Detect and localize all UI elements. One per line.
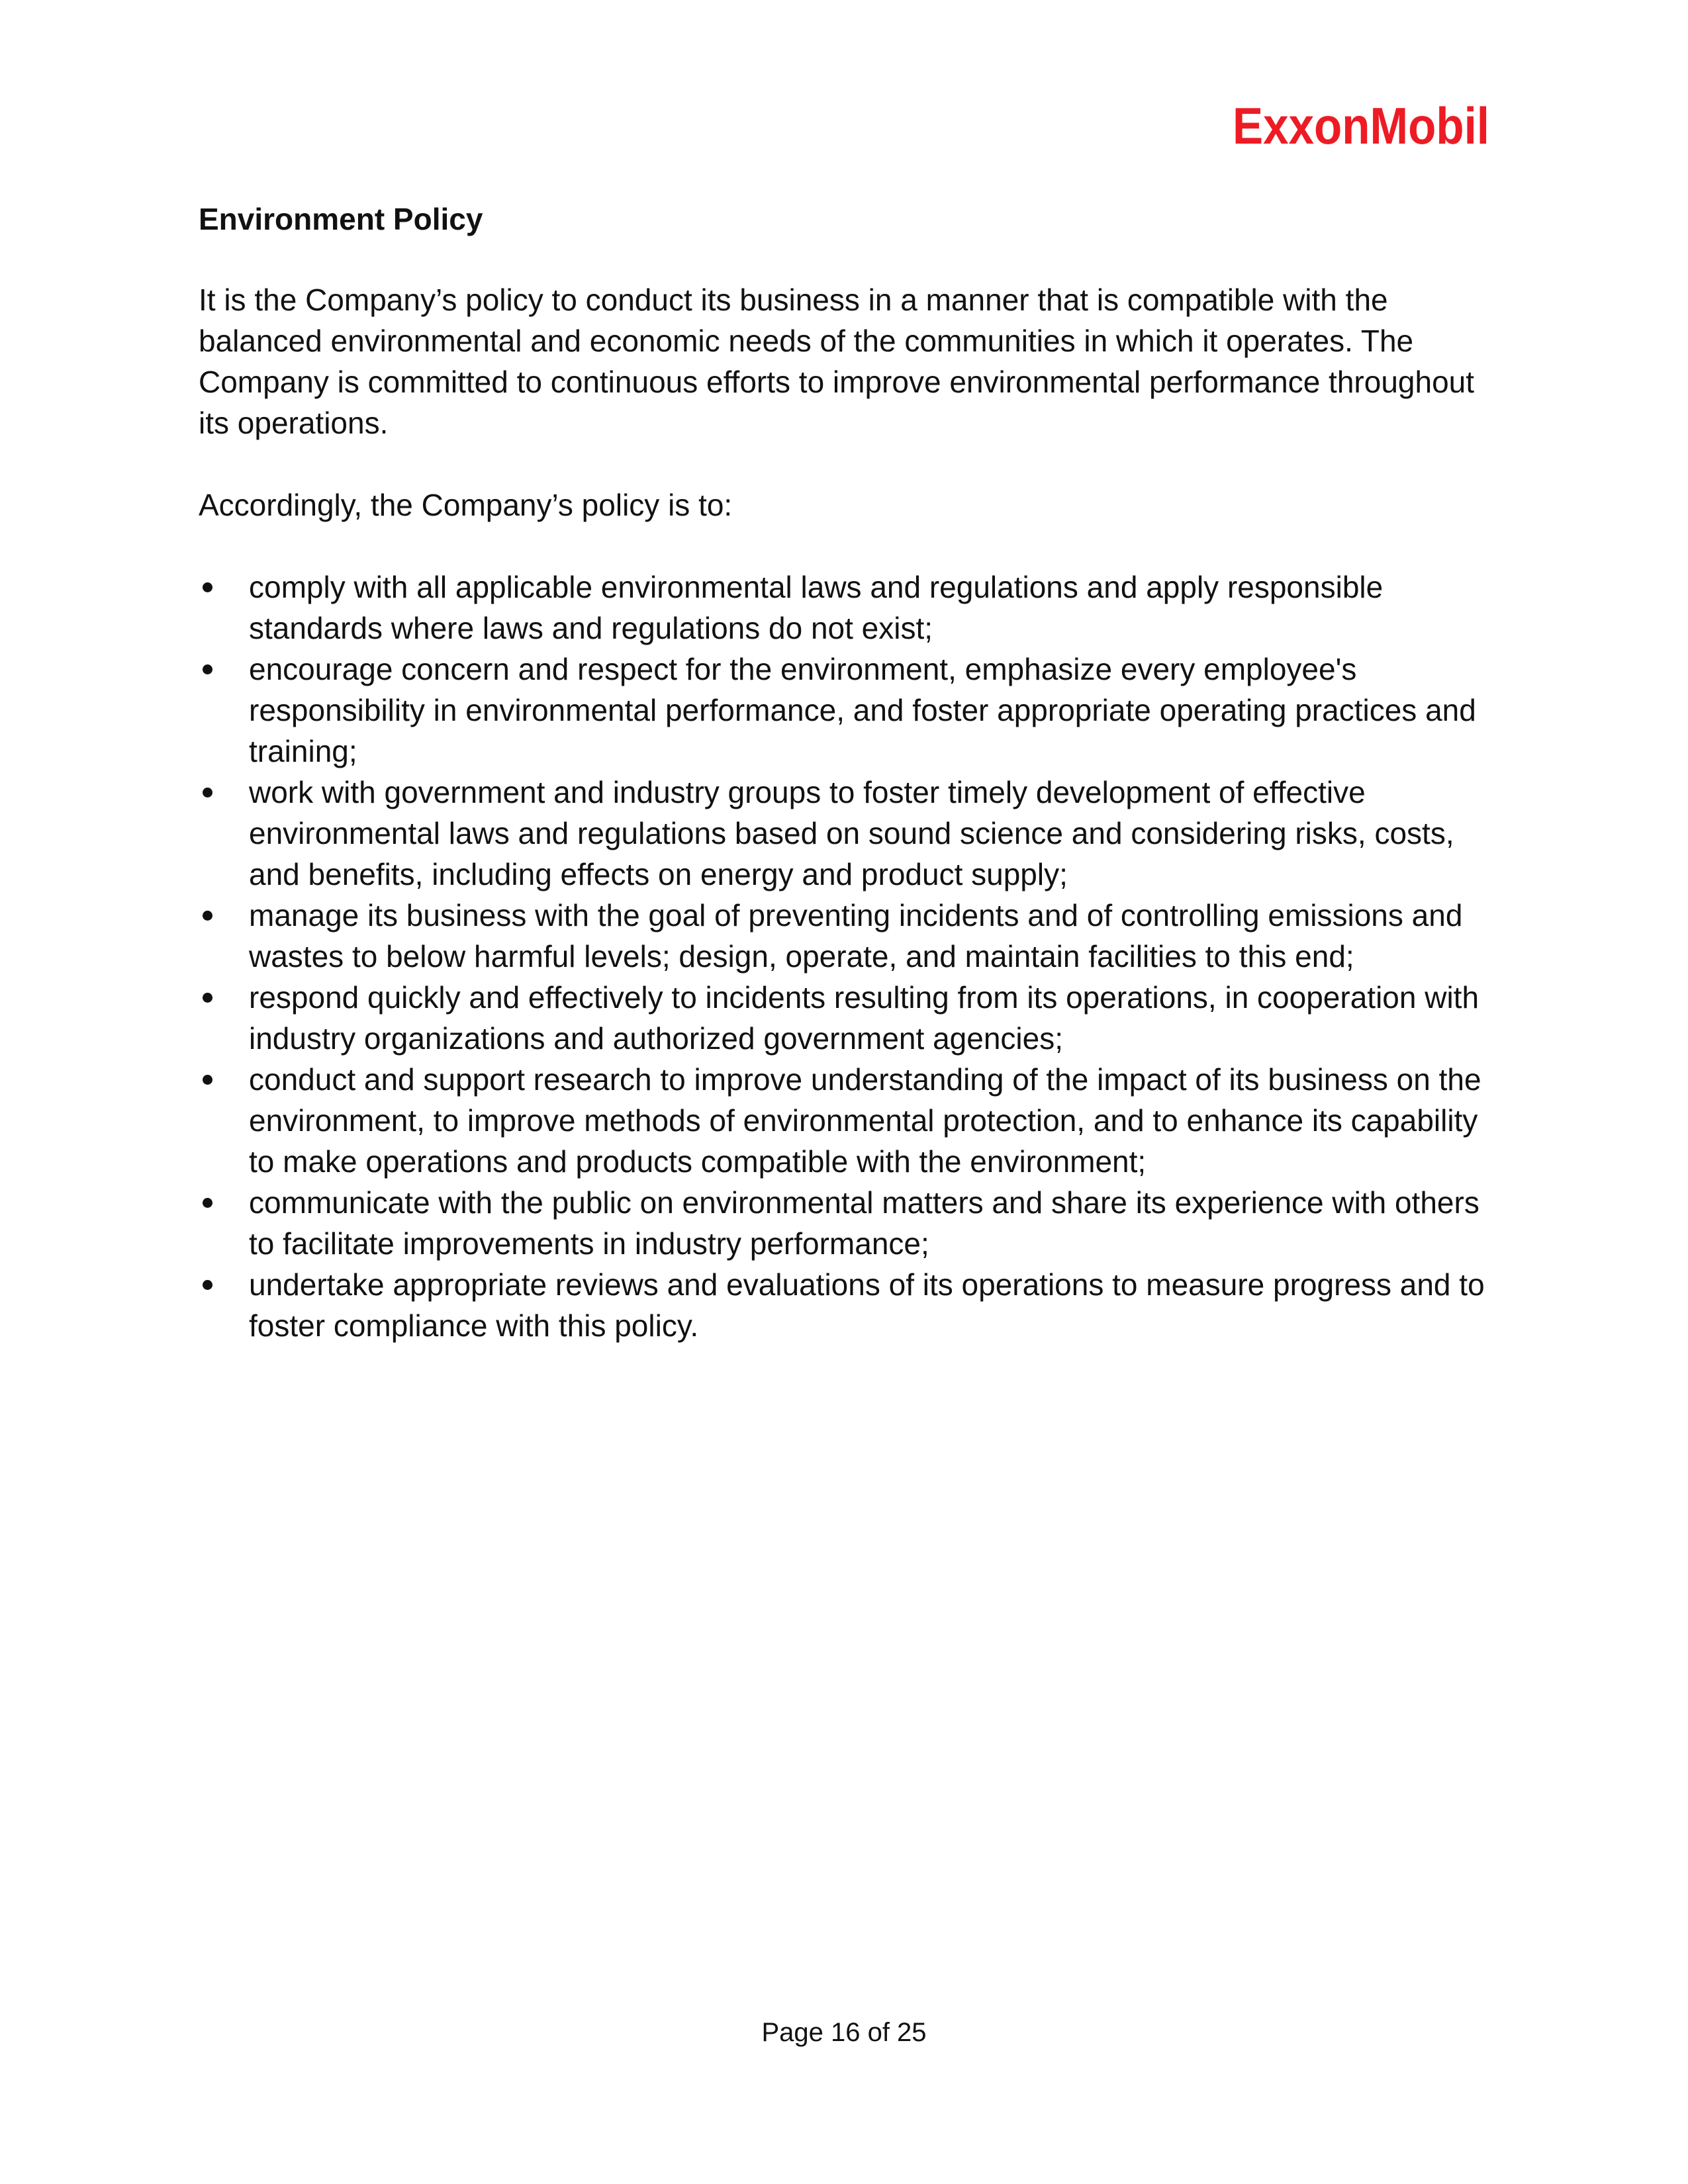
bullet-icon xyxy=(203,1198,212,1208)
list-item-text: work with government and industry groups to foster timely development of effective environmental laws and regulations based on sound science and considering risks, costs, and benefits, including effects on energy and product supply; xyxy=(249,775,1454,891)
list-item xyxy=(199,895,1496,977)
list-item xyxy=(199,1264,1496,1346)
list-item-text: manage its business with the goal of preventing incidents and of controlling emissions and wastes to below harmful levels; design, operate, and maintain facilities to this end; xyxy=(249,898,1463,974)
list-item-text: respond quickly and effectively to incidents resulting from its operations, in cooperation with industry organizations and authorized government agencies; xyxy=(249,980,1479,1056)
policy-document xyxy=(199,199,1496,1346)
svg-text:ExxonMobil: ExxonMobil xyxy=(1233,97,1489,155)
list-item-text: comply with all applicable environmental laws and regulations and apply responsible standards where laws and regulations do not exist; xyxy=(249,570,1383,645)
list-item-text: undertake appropriate reviews and evaluations of its operations to measure progress and to foster compliance with this policy. xyxy=(249,1267,1485,1343)
list-item xyxy=(199,649,1496,772)
bullet-icon xyxy=(203,664,212,674)
list-item xyxy=(199,772,1496,895)
bullet-icon xyxy=(203,1280,212,1290)
lead-in-paragraph: Accordingly, the Company’s policy is to: xyxy=(199,488,733,522)
list-item xyxy=(199,567,1496,649)
bullet-icon xyxy=(203,911,212,921)
bullet-icon xyxy=(203,1075,212,1085)
exxonmobil-logo xyxy=(1233,96,1491,156)
bullet-icon xyxy=(203,993,212,1003)
page-title: Environment Policy xyxy=(199,202,483,236)
page-number: Page 16 of 25 xyxy=(761,2018,927,2047)
list-item-text: encourage concern and respect for the environment, emphasize every employee's responsibility in environmental performance, and foster appropriate operating practices and training; xyxy=(249,652,1476,768)
policy-list xyxy=(199,567,1496,1346)
list-item-text: conduct and support research to improve understanding of the impact of its business on the environment, to improve methods of environmental protection, and to enhance its capability to make operations and products compatible with the environment; xyxy=(249,1062,1481,1179)
list-item xyxy=(199,1059,1496,1182)
list-item-text: communicate with the public on environmental matters and share its experience with others to facilitate improvements in industry performance; xyxy=(249,1185,1479,1261)
list-item xyxy=(199,1182,1496,1264)
bullet-icon xyxy=(203,788,212,797)
bullet-icon xyxy=(203,582,212,592)
list-item xyxy=(199,977,1496,1059)
intro-paragraph: It is the Company’s policy to conduct its business in a manner that is compatible with the balanced environmental and economic needs of the communities in which it operates. The Company is committed to continuous efforts to improve environmental performance throughout its operations. xyxy=(199,283,1475,440)
